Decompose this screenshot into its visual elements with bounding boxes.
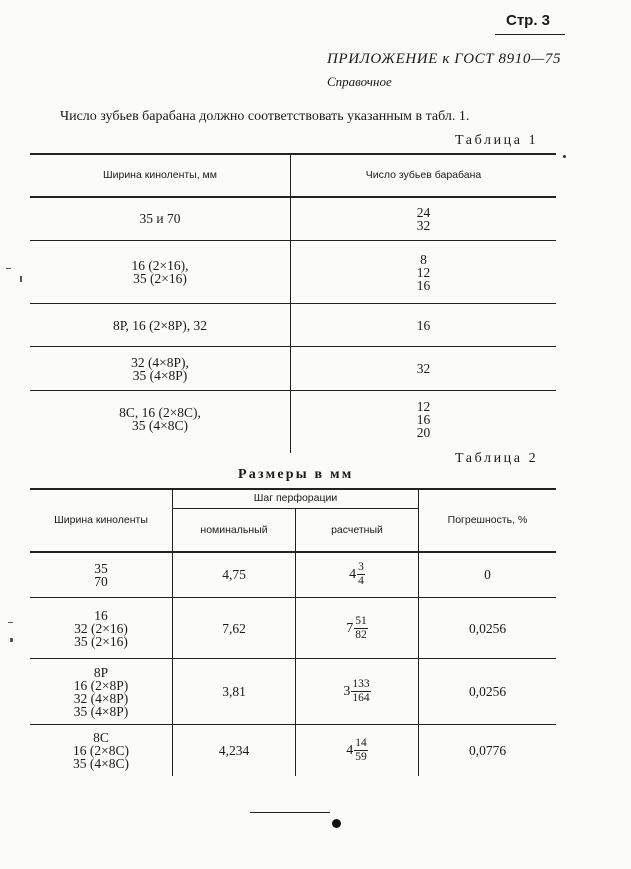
table1-header-teeth: Число зубьев барабана	[365, 168, 482, 181]
table2-row-nominal: 3,81	[222, 684, 246, 699]
table1-caption: Таблица 1	[455, 133, 539, 148]
scan-speck	[6, 268, 11, 269]
table2-row-width: 8С 16 (2×8С) 35 (4×8С)	[73, 729, 129, 771]
intro-paragraph: Число зубьев барабана должно соответствовать указанным в табл. 1.	[60, 109, 470, 124]
table1-row-teeth: 24 32	[416, 204, 431, 233]
header-rule	[495, 34, 565, 35]
scan-speck	[10, 638, 13, 642]
table2-row-nominal: 7,62	[222, 620, 246, 636]
table1-row-teeth: 12 16 20	[416, 398, 431, 440]
table1-header-width: Ширина киноленты, мм	[102, 168, 217, 181]
table2-row-error: 0,0776	[468, 742, 507, 758]
table2-row-calculated	[296, 552, 418, 597]
footer-rule	[250, 812, 330, 813]
table2-row-error: 0,0256	[468, 620, 507, 636]
table2-row-error: 0,0256	[468, 684, 507, 699]
table2-header-nominal: номинальный	[200, 523, 268, 536]
table2-row-nominal: 4,75	[222, 567, 246, 582]
table2-row-width: 35 70	[94, 560, 108, 589]
appendix-reference: Справочное	[327, 74, 392, 89]
mixed-fraction: 4 $\frac{3}{4}$	[349, 561, 364, 587]
table2-units: Размеры в мм	[238, 467, 354, 482]
page-number: Стр. 3	[506, 12, 551, 29]
table1-row-width: 32 (4×8Р), 35 (4×8Р)	[131, 354, 189, 383]
mixed-fraction: 3 $\frac{133}{164}$	[343, 678, 370, 704]
table2-caption: Таблица 2	[455, 451, 539, 466]
table1-row-teeth: 8 12 16	[416, 251, 431, 293]
table2-row-error: 0	[484, 567, 491, 582]
appendix-title: ПРИЛОЖЕНИЕ к ГОСТ 8910—75	[327, 51, 562, 67]
table2-header-width: Ширина киноленты	[54, 513, 148, 526]
table2-row-calculated	[296, 725, 418, 775]
scan-speck	[563, 155, 566, 158]
table2-row-nominal: 4,234	[218, 742, 250, 758]
table2-header-error: Погрешность, %	[447, 513, 528, 526]
table2-row-width: 8Р 16 (2×8Р) 32 (4×8Р) 35 (4×8Р)	[73, 664, 129, 719]
mixed-fraction: 7 $\frac{51}{82}$	[346, 614, 367, 641]
scan-speck	[8, 622, 13, 623]
table1-row-teeth: 16	[416, 317, 431, 333]
table1-row-width: 8Р, 16 (2×8Р), 32	[112, 317, 208, 333]
footer-dot-mark	[332, 819, 341, 828]
table1-row-width: 8С, 16 (2×8С), 35 (4×8С)	[119, 405, 201, 433]
table1-row-width: 16 (2×16), 35 (2×16)	[131, 258, 189, 286]
table2-row-width: 16 32 (2×16) 35 (2×16)	[74, 607, 128, 649]
table2-row-calculated	[296, 659, 418, 724]
mixed-fraction: 4 $\frac{14}{59}$	[346, 736, 367, 763]
table1-row-teeth: 32	[416, 361, 431, 376]
table2-row-calculated	[296, 598, 418, 658]
scan-speck	[20, 276, 22, 282]
table2-header-calculated: расчетный	[331, 523, 383, 536]
table1-row-width: 35 и 70	[139, 211, 181, 226]
table2-header-pitch: Шаг перфорации	[253, 492, 338, 504]
